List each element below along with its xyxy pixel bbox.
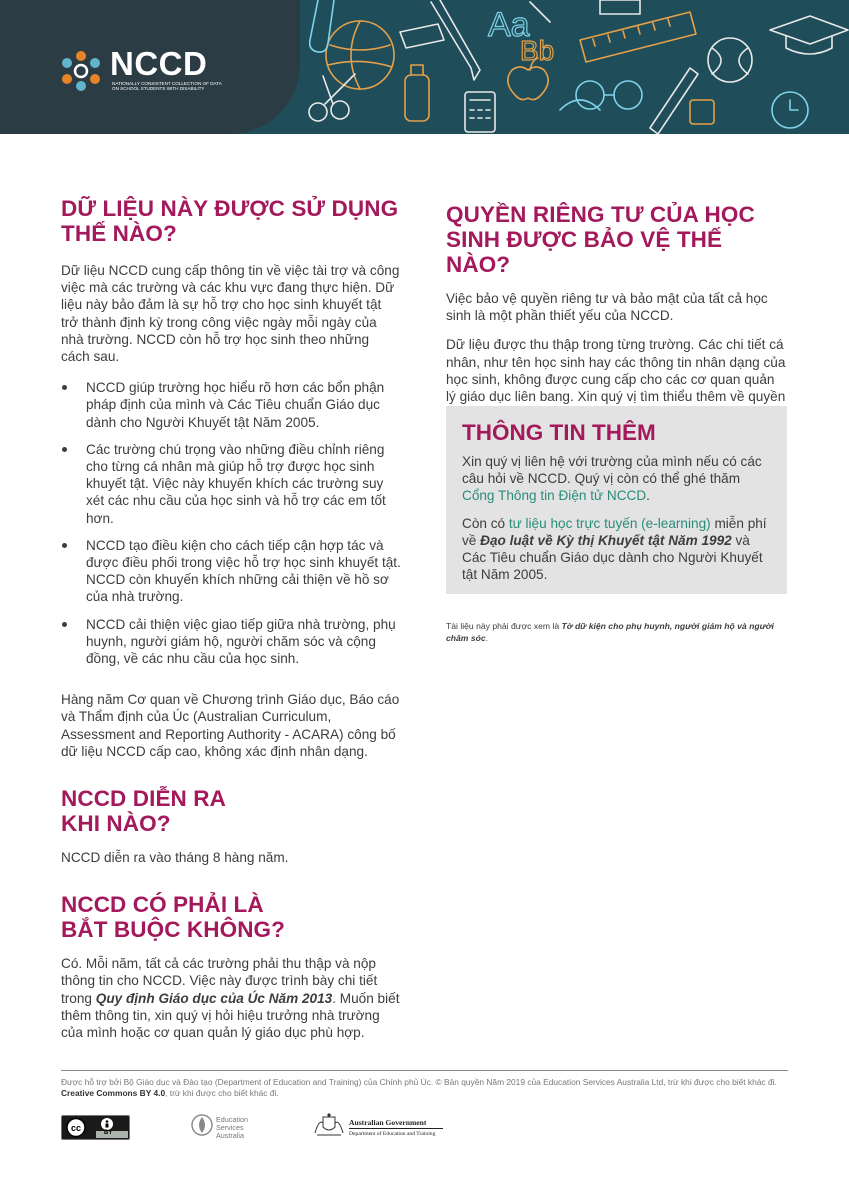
more-info-content [462,453,774,583]
mandatory-body [61,955,401,1041]
australian-government-crest-icon [313,1113,345,1137]
australian-government-wordmark [349,1118,443,1138]
usage-bullet-list [61,379,401,667]
list-item: NCCD giúp trường học hiểu rõ hơn các bổn phận pháp định của mình và Các Tiêu chuẩn Giáo dục dành cho Người Khuyết tật Năm 2005. [61,379,401,431]
text: Có. Mỗi năm, tất cả các trường phải thu thập và nộp thông tin cho NCCD. Việc này được trình bày chi tiết trong [61,956,378,1006]
text: Dữ liệu được thu thập trong từng trường. Các chi tiết cá nhân, như tên học sinh hay các thông tin nhân dạng của học sinh, không được cung cấp cho các cơ quan quản lý giáo dục liên bang. Xin quý vị tìm thiểu thêm về quyền [446,337,786,405]
esa-logo-icon [190,1113,214,1139]
elearning-link[interactable]: tư liệu học trực tuyến (e-learning) [508,515,711,531]
esa-name: Education Services Australia [216,1115,248,1141]
section-title-privacy: QUYỀN RIÊNG TƯ CỦA HỌC SINH ĐƯỢC BẢO VỆ THẾ NÀO? [446,202,755,277]
text: . Muốn biết thêm thông tin, xin quý vị hỏi hiệu trưởng nhà trường của mình hoặc cơ quan quản lý giáo dục phù hợp. [61,990,400,1041]
section-title-usage: DỮ LIỆU NÀY ĐƯỢC SỬ DỤNG THẾ NÀO? [61,196,399,246]
title-line: NCCD CÓ PHẢI LÀ [61,892,264,918]
footer-divider [61,1070,788,1071]
title-line: BẮT BUỘC KHÔNG? [61,917,285,943]
document-note [446,621,788,644]
text: Xin quý vị liên hệ với trường của mình nếu có các câu hỏi về NCCD. Quý vị còn có thể ghé thăm [462,454,762,487]
text: . [485,632,489,643]
cc-by-label: BY [104,1130,113,1136]
gov-line-1: Australian Government [349,1118,427,1127]
nccd-logo-icon [58,48,104,94]
svg-text:Bb: Bb [520,35,555,66]
nccd-portal-link[interactable]: Cổng Thông tin Điện tử NCCD [462,488,647,504]
creative-commons-badge [61,1115,130,1140]
regulation-title: Quy định Giáo dục của Úc Năm 2013 [95,990,333,1006]
logo-text: NCCD [110,45,208,82]
list-item: NCCD tạo điều kiện cho cách tiếp cận hợp tác và được điều phối trong việc hỗ trợ học sinh khuyết tật. NCCD còn khuyến khích những cải thiện về hồ sơ của nhà trường. [61,537,401,606]
text: Tài liệu này phải được xem là [446,621,562,631]
text: . [646,488,650,504]
gov-line-2: Department of Education and Training [349,1128,443,1138]
text: Còn có [462,515,509,531]
section-title-when [61,786,401,836]
header-banner [0,0,849,134]
list-item: NCCD cải thiện việc giao tiếp giữa nhà trường, phụ huynh, người giám hộ, người chăm sóc và cộng đồng, về các nhu cầu của học sinh. [61,616,401,668]
more-info-box [446,406,787,594]
more-info-para-2 [462,515,774,584]
text: miễn phí về [462,515,767,548]
cc-by-icon [62,1116,129,1139]
text: và Các Tiêu chuẩn Giáo dục dành cho Người Khuyết tật Năm 2005. [462,532,763,583]
svg-text:Aa: Aa [488,6,530,44]
license-label: Creative Commons BY 4.0 [61,1088,166,1098]
footer-text [61,1077,788,1099]
section-title-more-info: THÔNG TIN THÊM [462,420,656,445]
right-column [446,196,788,422]
more-info-para-1 [462,453,774,505]
act-title: Đạo luật về Kỳ thị Khuyết tật Năm 1992 [480,532,732,548]
title-line: NCCD DIỄN RA [61,786,226,812]
usage-intro: Dữ liệu NCCD cung cấp thông tin về việc tài trợ và công việc mà các trường và các khu vực đang thực hiện. Dữ liệu này bảo đảm là sự hỗ trợ cho học sinh khuyết tật trở thành định kỳ trong công việc ngày mỗi ngày của nhà trường. NCCD còn hỗ trợ học sinh theo những cách sau. [61,263,400,365]
funding-statement: Được hỗ trợ bởi Bộ Giáo dục và Đào tạo (Department of Education and Training) của Chính phủ Úc. © Bản quyền Năm 2019 của Education Services Australia Ltd, trừ khi được cho biết khác đi. [61,1077,777,1087]
text: , trừ khi được cho biết khác đi. [165,1088,279,1098]
when-body: NCCD diễn ra vào tháng 8 hàng năm. [61,850,289,866]
license-statement [61,1088,788,1099]
title-line: KHI NÀO? [61,811,171,837]
svg-text:cc: cc [70,1123,82,1133]
logo-subtitle: NATIONALLY CONSISTENT COLLECTION OF DATA ON SCHOOL STUDENTS WITH DISABILITY [112,81,222,92]
left-column [61,196,401,1041]
usage-closing: Hàng năm Cơ quan về Chương trình Giáo dục, Báo cáo và Thẩm định của Úc (Australian Curriculum, Assessment and Reporting Authority - ACARA) công bố dữ liệu NCCD cấp cao, không xác định nhân dạng. [61,692,400,759]
note-title: Tờ dữ kiện cho phụ huynh, người giám hộ và người chăm sóc [446,621,774,643]
privacy-para-1: Việc bảo vệ quyền riêng tư và bảo mật của tất cả học sinh là một phần thiết yếu của NCCD. [446,291,768,324]
section-title-mandatory [61,892,401,942]
list-item: Các trường chú trọng vào những điều chỉnh riêng cho từng cá nhân mà giúp hỗ trợ được học sinh khuyết tật. Việc này khuyến khích các trường suy xét các nhu cầu của học sinh và hỗ trợ các em tốt hơn. [61,441,401,527]
